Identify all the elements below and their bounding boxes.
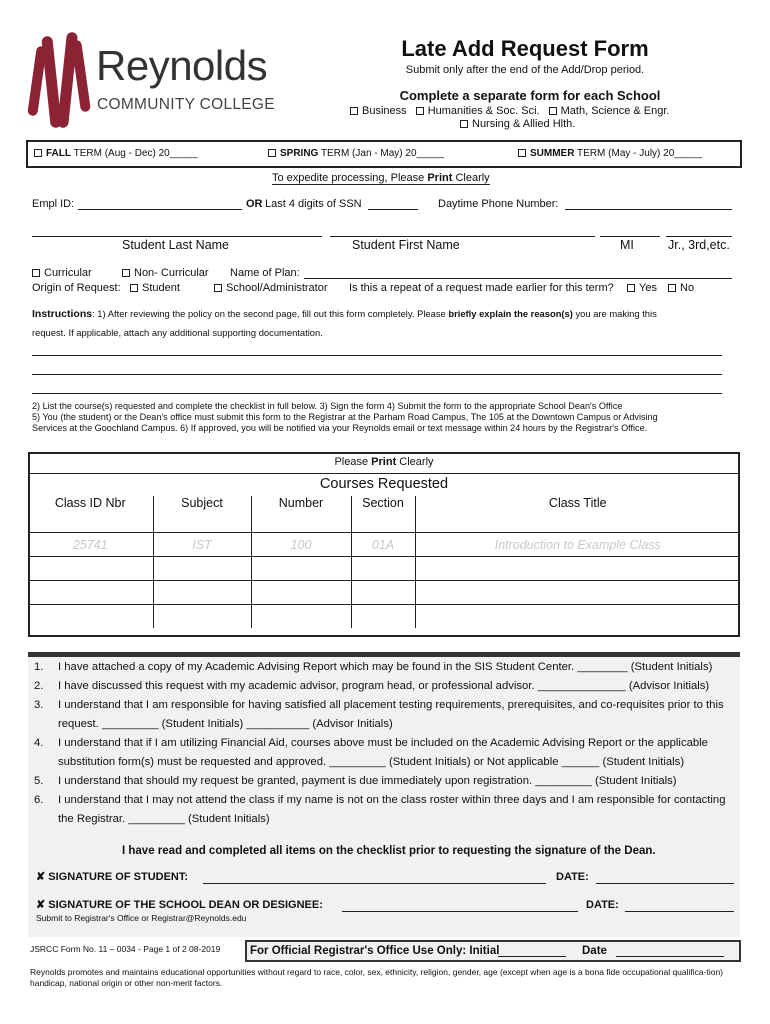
number-cell[interactable]: [251, 557, 351, 581]
courses-heading: Courses Requested: [319, 476, 449, 492]
school-options: [350, 105, 730, 117]
reason-line-1[interactable]: [32, 355, 722, 356]
student-signature-label: [36, 870, 188, 883]
table-row: [28, 605, 740, 629]
expedite-pre: To expedite processing, Please: [272, 172, 428, 184]
courses-table: [28, 496, 740, 628]
subject-cell[interactable]: [153, 605, 251, 629]
origin-school-label: School/Administrator: [226, 282, 328, 294]
student-date-label: DATE:: [556, 871, 589, 883]
last-name-caption: Student Last Name: [122, 238, 230, 252]
section-cell[interactable]: [351, 557, 415, 581]
example-class-id[interactable]: 25741: [28, 533, 153, 557]
print-post: Clearly: [396, 456, 434, 468]
item-text: the Registrar. _________ (Student Initials): [58, 813, 270, 825]
repeat-no-option[interactable]: [668, 282, 694, 294]
class-id-cell[interactable]: [28, 605, 153, 629]
x-mark-icon: ✘: [36, 899, 46, 911]
x-mark-icon: ✘: [36, 871, 46, 883]
phone-label: Daytime Phone Number:: [438, 198, 559, 210]
phone-field[interactable]: [565, 209, 732, 210]
suffix-field[interactable]: [666, 236, 732, 237]
expedite-bold: Print: [427, 172, 453, 184]
section-cell[interactable]: [351, 581, 415, 605]
empl-id-field[interactable]: [78, 209, 242, 210]
checkbox-fall[interactable]: [34, 149, 42, 157]
class-title-cell[interactable]: [415, 557, 740, 581]
instructions-line2: request. If applicable, attach any additional supporting documentation.: [32, 327, 323, 338]
example-row: [28, 533, 740, 557]
form-subtitle: Submit only after the end of the Add/Drop period.: [405, 64, 645, 76]
example-number[interactable]: 100: [251, 533, 351, 557]
official-use-label: For Official Registrar's Office Use Only: Initial: [250, 945, 500, 957]
col-class-title: Class Title: [415, 496, 740, 533]
item-text: I understand that I may not attend the class if my name is not on the class roster within three days and I am responsible for contacting: [58, 794, 726, 806]
item-number: 4.: [34, 737, 44, 749]
term-fall[interactable]: [34, 148, 198, 159]
item-number: 1.: [34, 661, 44, 673]
official-date-field[interactable]: [616, 956, 724, 957]
checklist-item-4-cont: [34, 753, 684, 772]
checklist-item-5: [34, 772, 677, 791]
instructions-label: Instructions: [32, 308, 93, 320]
checkbox-nursing[interactable]: [460, 120, 468, 128]
col-subject: Subject: [153, 496, 251, 533]
col-class-id: Class ID Nbr: [28, 496, 153, 533]
col-section: Section: [351, 496, 415, 533]
example-subject[interactable]: IST: [153, 533, 251, 557]
ssn-field[interactable]: [368, 209, 418, 210]
term-summer-rest: TERM (May - July) 20_____: [574, 148, 703, 159]
item-number: 2.: [34, 680, 44, 692]
dean-date-field[interactable]: [625, 911, 734, 912]
checklist-item-1: [34, 658, 712, 677]
number-cell[interactable]: [251, 605, 351, 629]
noncurricular-label: Non- Curricular: [134, 267, 209, 279]
dean-date-label: DATE:: [586, 899, 619, 911]
instructions-step6: Services at the Goochland Campus. 6) If approved, you will be notified via your Reynolds email or text message within 24 hours by the Registrar's Office.: [32, 423, 648, 433]
instructions-step5: 5) You (the student) or the Dean's office must submit this form to the Registrar at the Parham Road Campus, The 105 at the Downtown Campus or Advising: [32, 412, 658, 422]
example-class-title[interactable]: Introduction to Example Class: [415, 533, 740, 557]
instructions-step1-bold: briefly explain the reason(s): [448, 308, 573, 319]
item-number: 5.: [34, 775, 44, 787]
checkbox-yes[interactable]: [627, 284, 635, 292]
print-bold: Print: [371, 456, 397, 468]
print-clearly-note: [28, 456, 740, 468]
school-math-label: Math, Science & Engr.: [560, 105, 670, 117]
yes-label: Yes: [639, 282, 657, 294]
col-number: Number: [251, 496, 351, 533]
mi-field[interactable]: [600, 236, 660, 237]
number-cell[interactable]: [251, 581, 351, 605]
instructions-line1: [32, 308, 657, 320]
item-text: I have discussed this request with my academic advisor, program head, or professional advisor. ______________ (Advisor Initials): [58, 680, 710, 692]
item-number: 6.: [34, 794, 44, 806]
checklist-item-6: [34, 791, 726, 810]
class-title-cell[interactable]: [415, 605, 740, 629]
logo-name: Reynolds: [96, 42, 268, 89]
mi-caption: MI: [620, 238, 634, 252]
repeat-question: Is this a repeat of a request made earlier for this term?: [349, 282, 614, 294]
item-text: I understand that if I am utilizing Financial Aid, courses above must be included on the Academic Advising Report or the applicable: [58, 737, 708, 749]
example-section[interactable]: 01A: [351, 533, 415, 557]
first-name-caption: Student First Name: [352, 238, 460, 252]
school-heading: Complete a separate form for each School: [399, 88, 661, 103]
repeat-yes-option[interactable]: [627, 282, 657, 294]
item-text: I understand that should my request be granted, payment is due immediately upon registration. _________ (Student Initials): [58, 775, 677, 787]
term-spring-name: SPRING: [280, 148, 319, 159]
school-humanities-label: Humanities & Soc. Sci.: [427, 105, 540, 117]
no-label: No: [680, 282, 695, 294]
school-options-2: [460, 118, 660, 130]
origin-student-option[interactable]: [130, 282, 180, 294]
empl-id-label: Empl ID:: [32, 198, 75, 210]
term-fall-rest: TERM (Aug - Dec) 20_____: [71, 148, 198, 159]
checkbox-origin-student[interactable]: [130, 284, 138, 292]
noncurricular-option[interactable]: [122, 267, 209, 279]
or-label: OR: [246, 198, 263, 210]
checkbox-noncurricular[interactable]: [122, 269, 130, 277]
plan-label: Name of Plan:: [230, 267, 300, 279]
checkbox-curricular[interactable]: [32, 269, 40, 277]
official-date-label: Date: [582, 945, 607, 957]
instructions-step1-post: you are making this: [572, 308, 657, 319]
item-text: substitution form(s) must be requested and approved. _________ (Student Initials) or Not applicable ______ (Student Initials): [58, 756, 685, 768]
plan-field[interactable]: [304, 278, 732, 279]
checklist-item-4: [34, 734, 708, 753]
checkbox-no[interactable]: [668, 284, 676, 292]
curricular-option[interactable]: [32, 267, 92, 279]
form-number: JSRCC Form No. 11 – 0034 - Page 1 of 2 08-2019: [30, 944, 221, 954]
checklist-item-2: [34, 677, 709, 696]
college-logo: [28, 28, 278, 133]
class-id-cell[interactable]: [28, 557, 153, 581]
form-title: Late Add Request Form: [401, 36, 649, 61]
reason-line-2[interactable]: [32, 374, 722, 375]
term-fall-name: FALL: [46, 148, 71, 159]
item-text: request. _________ (Student Initials) __________ (Advisor Initials): [58, 718, 393, 730]
checklist-item-6-cont: [34, 810, 270, 829]
subject-cell[interactable]: [153, 557, 251, 581]
term-spring-rest: TERM (Jan - May) 20_____: [318, 148, 445, 159]
student-signature-text: SIGNATURE OF STUDENT:: [48, 871, 189, 883]
print-pre: Please: [334, 456, 372, 468]
origin-label: Origin of Request:: [32, 282, 121, 294]
instructions-step1-pre: : 1) After reviewing the policy on the second page, fill out this form completely. Please: [92, 308, 449, 319]
last-name-field[interactable]: [32, 236, 322, 237]
nondiscrimination-notice: Reynolds promotes and maintains educational opportunities without regard to race, color, sex, ethnicity, religion, gender, age (except when age is a bona fide occupational qualifica-tion) handicap, national origin or other non-merit factors.: [30, 967, 724, 988]
expedite-note: [272, 172, 490, 185]
checkbox-business[interactable]: [350, 107, 358, 115]
item-text: I have attached a copy of my Academic Advising Report which may be found in the SIS Student Center. ________ (Student Initials): [58, 661, 713, 673]
table-row: [28, 581, 740, 605]
checkbox-summer[interactable]: [518, 149, 526, 157]
first-name-field[interactable]: [330, 236, 595, 237]
dean-signature-text: SIGNATURE OF THE SCHOOL DEAN OR DESIGNEE:: [48, 899, 323, 911]
school-nursing-label: Nursing & Allied Hlth.: [472, 118, 576, 130]
checkbox-math-science[interactable]: [549, 107, 557, 115]
dean-signature-label: [36, 898, 323, 911]
item-text: I understand that I am responsible for having satisfied all placement testing requirements, prerequisites, and co-requisites prior to this: [58, 699, 724, 711]
checkbox-origin-school[interactable]: [214, 284, 222, 292]
reason-line-3[interactable]: [32, 393, 722, 394]
student-date-field[interactable]: [596, 883, 734, 884]
instructions-step2: 2) List the course(s) requested and complete the checklist in full below. 3) Sign the form 4) Submit the form to the appropriate School Dean's Office: [32, 401, 623, 411]
term-summer-name: SUMMER: [530, 148, 575, 159]
subject-cell[interactable]: [153, 581, 251, 605]
checklist-item-3: [34, 696, 724, 715]
courses-header-row: [28, 496, 740, 533]
expedite-post: Clearly: [452, 172, 490, 184]
class-title-cell[interactable]: [415, 581, 740, 605]
submit-note: Submit to Registrar's Office or Registrar@Reynolds.edu: [36, 913, 247, 923]
term-summer[interactable]: [518, 148, 702, 159]
confirm-statement: I have read and completed all items on the checklist prior to requesting the signature of the Dean.: [122, 845, 656, 857]
checkbox-spring[interactable]: [268, 149, 276, 157]
section-cell[interactable]: [351, 605, 415, 629]
dean-signature-field[interactable]: [342, 911, 578, 912]
school-business-label: Business: [362, 105, 407, 117]
suffix-caption: Jr., 3rd,etc.: [668, 238, 730, 252]
logo-tagline: COMMUNITY COLLEGE: [97, 96, 275, 113]
curricular-label: Curricular: [44, 267, 92, 279]
class-id-cell[interactable]: [28, 581, 153, 605]
official-initial-field[interactable]: [498, 956, 566, 957]
item-number: 3.: [34, 699, 44, 711]
checkbox-humanities[interactable]: [416, 107, 424, 115]
origin-school-option[interactable]: [214, 282, 328, 294]
student-signature-field[interactable]: [203, 883, 546, 884]
term-spring[interactable]: [268, 148, 444, 159]
origin-student-label: Student: [142, 282, 180, 294]
checklist-item-3-cont: [34, 715, 393, 734]
ssn-label: Last 4 digits of SSN: [265, 198, 362, 210]
table-row: [28, 557, 740, 581]
